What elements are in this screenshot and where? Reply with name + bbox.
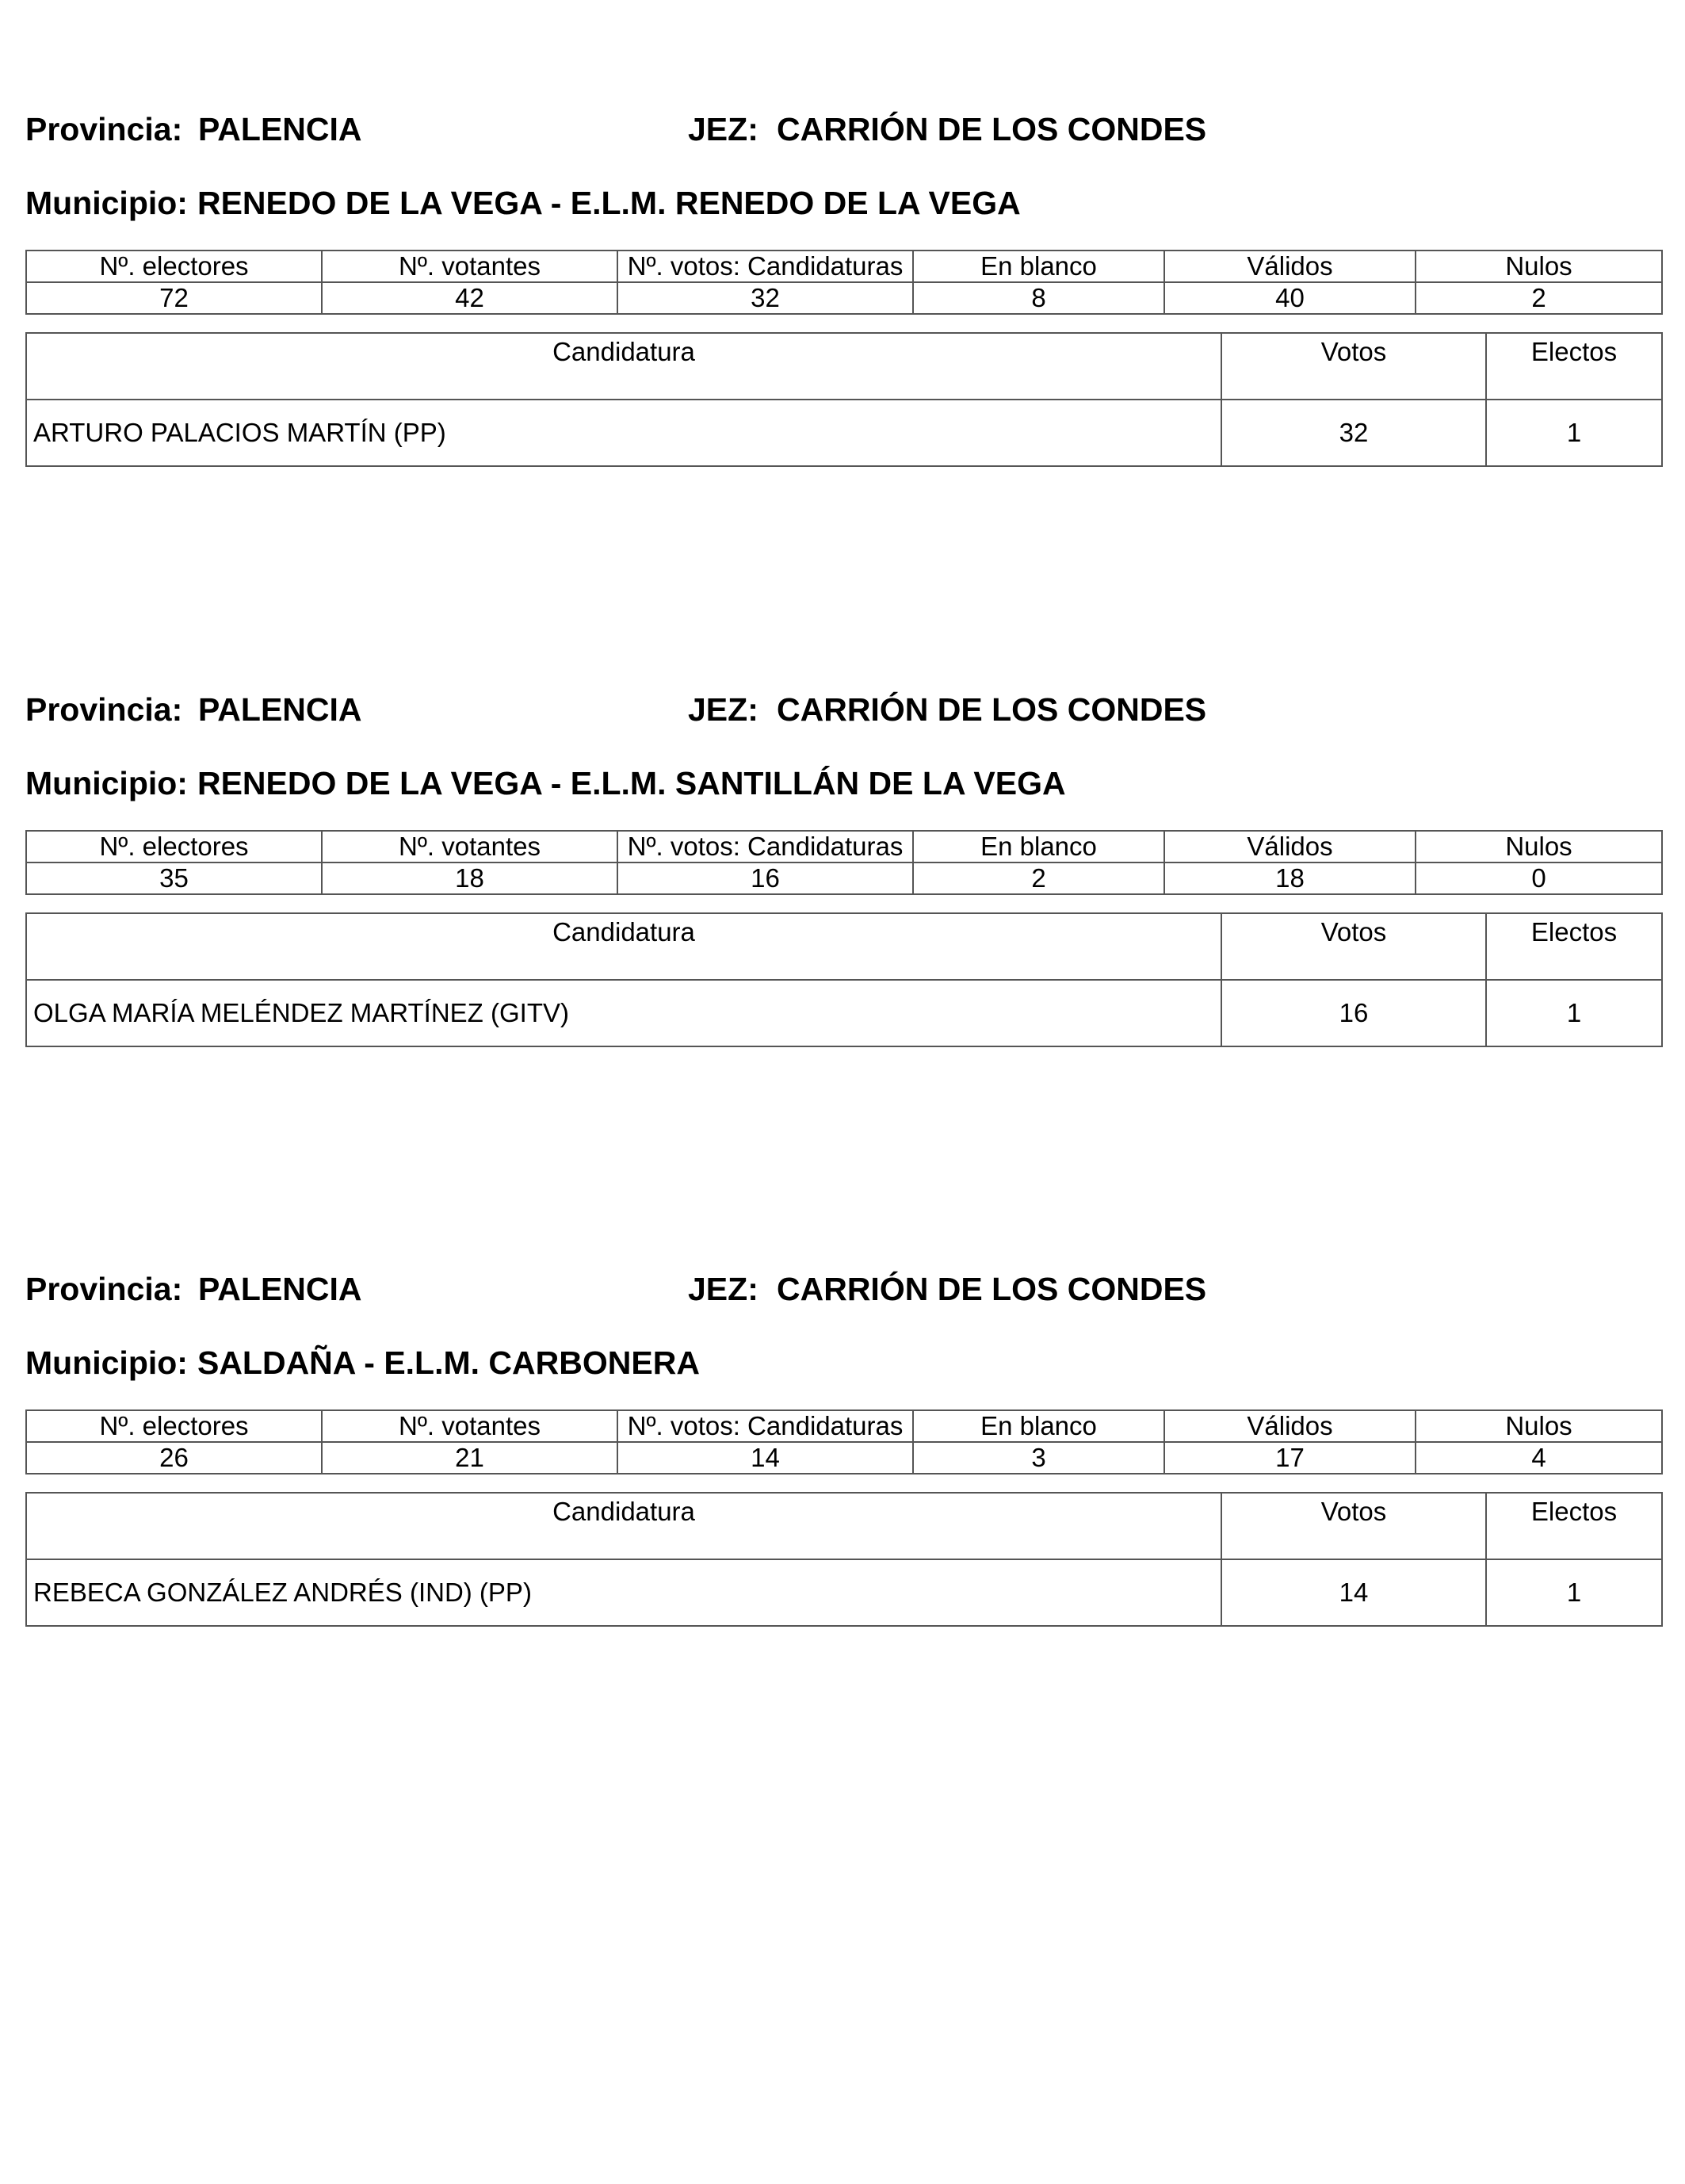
provincia-label: Provincia: bbox=[25, 691, 183, 728]
summary-value-row bbox=[26, 863, 1662, 894]
candidate-electos: 1 bbox=[1486, 400, 1662, 466]
candidate-row bbox=[26, 1559, 1662, 1626]
results-header-electos: Electos bbox=[1486, 333, 1662, 400]
results-header-votos: Votos bbox=[1221, 913, 1486, 980]
candidate-row bbox=[26, 400, 1662, 466]
summary-value-row bbox=[26, 1442, 1662, 1474]
summary-value-cell: 2 bbox=[913, 863, 1164, 894]
summary-value-cell: 18 bbox=[322, 863, 617, 894]
municipio-value: SALDAÑA - E.L.M. CARBONERA bbox=[197, 1344, 700, 1381]
summary-table bbox=[25, 250, 1663, 315]
municipio-label: Municipio: bbox=[25, 1344, 188, 1381]
provincia-value: PALENCIA bbox=[198, 111, 362, 147]
results-header-candidatura: Candidatura bbox=[26, 333, 1221, 400]
summary-header-cell: En blanco bbox=[913, 1410, 1164, 1442]
summary-header-cell: Nº. votos: Candidaturas bbox=[617, 831, 913, 863]
results-header-electos: Electos bbox=[1486, 913, 1662, 980]
results-header-candidatura: Candidatura bbox=[26, 913, 1221, 980]
summary-header-row bbox=[26, 831, 1662, 863]
summary-table bbox=[25, 830, 1663, 895]
municipio-row bbox=[25, 185, 1661, 232]
jez-label: JEZ: bbox=[688, 691, 758, 728]
results-table bbox=[25, 912, 1663, 1047]
summary-value-cell: 18 bbox=[1164, 863, 1416, 894]
results-header-candidatura: Candidatura bbox=[26, 1493, 1221, 1559]
candidate-row bbox=[26, 980, 1662, 1046]
summary-value-cell: 21 bbox=[322, 1442, 617, 1474]
summary-value-cell: 16 bbox=[617, 863, 913, 894]
summary-header-cell: Válidos bbox=[1164, 251, 1416, 282]
results-header-votos: Votos bbox=[1221, 333, 1486, 400]
candidate-electos: 1 bbox=[1486, 980, 1662, 1046]
jez-value: CARRIÓN DE LOS CONDES bbox=[777, 1271, 1207, 1307]
summary-header-cell: Nº. electores bbox=[26, 1410, 322, 1442]
candidate-name: REBECA GONZÁLEZ ANDRÉS (IND) (PP) bbox=[26, 1559, 1221, 1626]
summary-header-cell: En blanco bbox=[913, 831, 1164, 863]
municipio-label: Municipio: bbox=[25, 185, 188, 221]
summary-header-cell: Nº. votantes bbox=[322, 1410, 617, 1442]
summary-header-cell: Nº. votos: Candidaturas bbox=[617, 251, 913, 282]
summary-header-cell: Nº. votantes bbox=[322, 831, 617, 863]
summary-header-cell: Válidos bbox=[1164, 831, 1416, 863]
municipio-row bbox=[25, 765, 1661, 813]
results-header-row bbox=[26, 333, 1662, 400]
results-table bbox=[25, 1492, 1663, 1627]
summary-value-cell: 3 bbox=[913, 1442, 1164, 1474]
candidate-name: OLGA MARÍA MELÉNDEZ MARTÍNEZ (GITV) bbox=[26, 980, 1221, 1046]
summary-header-row bbox=[26, 251, 1662, 282]
summary-value-cell: 0 bbox=[1416, 863, 1662, 894]
provincia-label: Provincia: bbox=[25, 111, 183, 147]
results-header-electos: Electos bbox=[1486, 1493, 1662, 1559]
municipio-label: Municipio: bbox=[25, 765, 188, 801]
summary-header-cell: Nº. votos: Candidaturas bbox=[617, 1410, 913, 1442]
election-section bbox=[25, 691, 1661, 1088]
summary-value-cell: 26 bbox=[26, 1442, 322, 1474]
summary-value-cell: 14 bbox=[617, 1442, 913, 1474]
summary-value-cell: 4 bbox=[1416, 1442, 1662, 1474]
summary-header-cell: Nº. votantes bbox=[322, 251, 617, 282]
summary-value-cell: 40 bbox=[1164, 282, 1416, 314]
results-table bbox=[25, 332, 1663, 467]
municipio-row bbox=[25, 1344, 1661, 1392]
summary-header-cell: Nulos bbox=[1416, 831, 1662, 863]
summary-value-cell: 35 bbox=[26, 863, 322, 894]
jez-label: JEZ: bbox=[688, 111, 758, 147]
summary-header-row bbox=[26, 1410, 1662, 1442]
summary-header-cell: Nulos bbox=[1416, 1410, 1662, 1442]
provincia-jez-row bbox=[25, 691, 1661, 739]
summary-value-cell: 17 bbox=[1164, 1442, 1416, 1474]
summary-header-cell: Válidos bbox=[1164, 1410, 1416, 1442]
candidate-votos: 16 bbox=[1221, 980, 1486, 1046]
municipio-value: RENEDO DE LA VEGA - E.L.M. RENEDO DE LA VEGA bbox=[197, 185, 1021, 221]
jez-value: CARRIÓN DE LOS CONDES bbox=[777, 111, 1207, 147]
summary-value-row bbox=[26, 282, 1662, 314]
summary-value-cell: 42 bbox=[322, 282, 617, 314]
summary-value-cell: 8 bbox=[913, 282, 1164, 314]
provincia-jez-row bbox=[25, 111, 1661, 159]
summary-value-cell: 2 bbox=[1416, 282, 1662, 314]
provincia-value: PALENCIA bbox=[198, 691, 362, 728]
municipio-value: RENEDO DE LA VEGA - E.L.M. SANTILLÁN DE LA VEGA bbox=[197, 765, 1066, 801]
jez-value: CARRIÓN DE LOS CONDES bbox=[777, 691, 1207, 728]
summary-value-cell: 32 bbox=[617, 282, 913, 314]
candidate-name: ARTURO PALACIOS MARTÍN (PP) bbox=[26, 400, 1221, 466]
candidate-votos: 14 bbox=[1221, 1559, 1486, 1626]
summary-header-cell: Nº. electores bbox=[26, 831, 322, 863]
summary-header-cell: En blanco bbox=[913, 251, 1164, 282]
summary-value-cell: 72 bbox=[26, 282, 322, 314]
jez-label: JEZ: bbox=[688, 1271, 758, 1307]
provincia-value: PALENCIA bbox=[198, 1271, 362, 1307]
results-header-row bbox=[26, 913, 1662, 980]
candidate-votos: 32 bbox=[1221, 400, 1486, 466]
results-header-votos: Votos bbox=[1221, 1493, 1486, 1559]
election-section bbox=[25, 1271, 1661, 1667]
summary-header-cell: Nulos bbox=[1416, 251, 1662, 282]
election-section bbox=[25, 111, 1661, 507]
summary-table bbox=[25, 1409, 1663, 1474]
results-header-row bbox=[26, 1493, 1662, 1559]
candidate-electos: 1 bbox=[1486, 1559, 1662, 1626]
provincia-label: Provincia: bbox=[25, 1271, 183, 1307]
provincia-jez-row bbox=[25, 1271, 1661, 1318]
summary-header-cell: Nº. electores bbox=[26, 251, 322, 282]
